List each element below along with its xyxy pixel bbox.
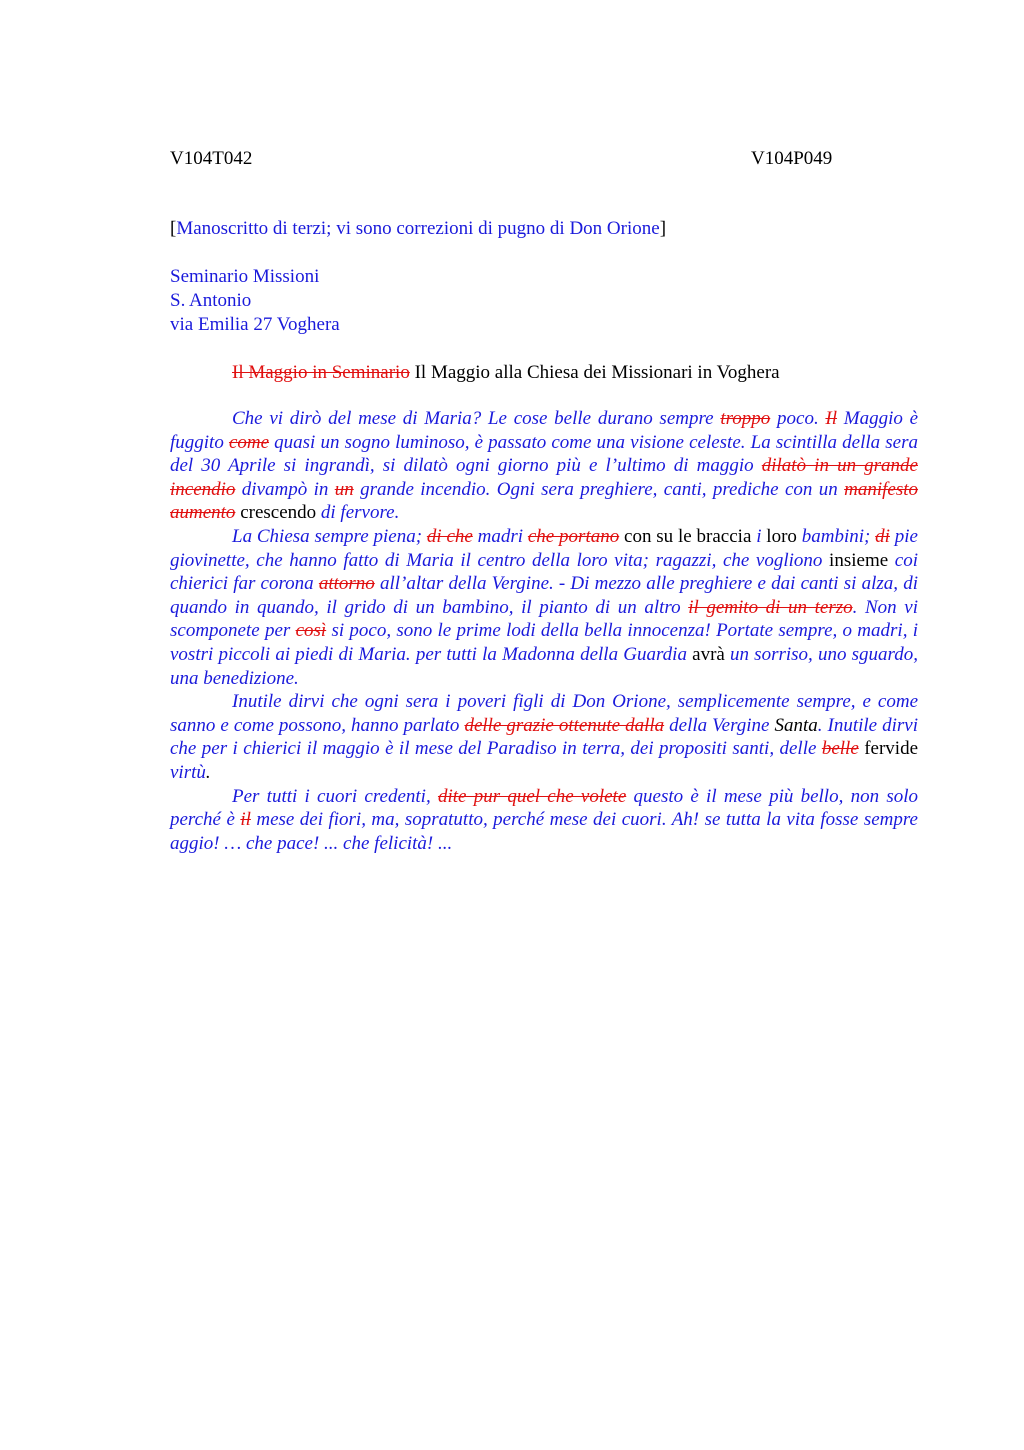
deleted-text: attorno <box>318 573 375 595</box>
text-run: della Vergine <box>664 714 775 736</box>
text-run: quasi un sogno luminoso, è passato come una visione celeste. La scintilla della sera del 30 Aprile si ingrandì, si dilatò ogni giorno più e l’ultimo di maggio <box>170 431 918 477</box>
text-run: Maggio è fuggito <box>170 408 919 453</box>
address-line-1: Seminario Missioni <box>170 266 320 287</box>
deleted-text: belle <box>821 738 859 760</box>
text-run: poco. <box>770 408 826 429</box>
deleted-text: il gemito di un terzo <box>688 596 853 618</box>
text-run: mese dei fiori, ma, sopratutto, perché mese dei cuori. Ah! se tutta la vita fosse sempre aggio! … che pace! ... che felicità! ... <box>170 809 918 854</box>
paragraph-4 <box>170 785 918 856</box>
title-deleted-text: Il Maggio in Seminario <box>232 362 410 383</box>
text-run: Che vi dirò del mese di Maria? Le cose belle durano sempre <box>232 408 721 429</box>
text-run: questo è il mese più bello, non solo perché è <box>170 785 918 831</box>
text-run: coi chierici far corona <box>170 549 918 595</box>
deleted-text: che portano <box>527 525 620 547</box>
address-line-3: via Emilia 27 Voghera <box>170 314 340 335</box>
correction-text: . <box>205 761 211 783</box>
text-run: Per tutti i cuori credenti, <box>232 785 438 807</box>
text-run: pie giovinette, che hanno fatto di Maria il centro della loro vita; ragazzi, che vogliono <box>170 525 918 571</box>
text-run: i <box>756 525 762 547</box>
deleted-text: troppo <box>720 408 771 429</box>
text-run: all’altar della Vergine. - Di mezzo alle preghiere e dai canti si alza, di quando in quando, il grido di un bambino, il pianto di un altro <box>170 573 918 618</box>
correction-text: crescendo <box>235 502 321 524</box>
correction-text: insieme <box>822 549 895 571</box>
deleted-text: il <box>240 809 251 831</box>
header-left-code: V104T042 <box>170 148 253 169</box>
paragraph-1 <box>170 407 918 525</box>
document-title <box>232 361 780 385</box>
deleted-text: di che <box>426 525 473 547</box>
text-run: grande incendio. Ogni sera preghiere, canti, prediche con un <box>353 478 845 500</box>
text-run: madri <box>472 525 528 547</box>
correction-text: Santa <box>774 714 818 736</box>
correction-text: avrà <box>686 643 730 665</box>
deleted-text: delle grazie ottenute dalla <box>464 714 665 736</box>
deleted-text: dilatò in un grande incendio <box>170 455 918 500</box>
deleted-text: come <box>228 431 270 453</box>
text-run: virtù <box>170 761 206 783</box>
text-run: La Chiesa sempre piena; <box>232 525 427 547</box>
editorial-note <box>170 217 666 241</box>
text-run: un sorriso, uno sguardo, una benedizione. <box>170 643 918 689</box>
paragraph-2 <box>170 525 918 690</box>
text-run: si poco, sono le prime lodi della bella innocenza! Portate sempre, o madri, i vostri piccoli ai piedi di Maria. per tutti la Madonna della Guardia <box>170 620 918 665</box>
text-run: Inutile dirvi che ogni sera i poveri figli di Don Orione, semplicemente sempre, e come sanno e come possono, hanno parlato <box>170 691 918 736</box>
header-right-code: V104P049 <box>751 148 833 169</box>
deleted-text: così <box>295 620 327 642</box>
text-run: . Inutile dirvi che per i chierici il maggio è il mese del Paradiso in terra, dei propositi santi, delle <box>170 714 919 760</box>
address-line-2: S. Antonio <box>170 290 252 311</box>
text-run: bambini; <box>801 525 876 547</box>
deleted-text: un <box>334 478 354 500</box>
note-close-bracket: ] <box>659 218 667 239</box>
correction-text: fervide <box>858 738 918 760</box>
deleted-text: Il <box>825 408 838 429</box>
deleted-text: dite pur quel che volete <box>437 785 627 807</box>
text-run: divampò in <box>235 478 335 500</box>
correction-text: con su le braccia <box>619 525 757 547</box>
paragraph-3 <box>170 690 918 784</box>
deleted-text: di <box>875 525 890 547</box>
note-open-bracket: [ <box>170 218 177 239</box>
note-text: Manoscritto di terzi; vi sono correzioni di pugno di Don Orione <box>176 218 660 239</box>
title-text: Il Maggio alla Chiesa dei Missionari in Voghera <box>409 362 780 383</box>
text-run: di fervore. <box>320 502 400 524</box>
deleted-text: manifesto aumento <box>170 478 919 524</box>
text-run: . Non vi scomponete per <box>170 596 918 642</box>
correction-text: loro <box>761 525 802 547</box>
letter-body <box>170 407 918 855</box>
